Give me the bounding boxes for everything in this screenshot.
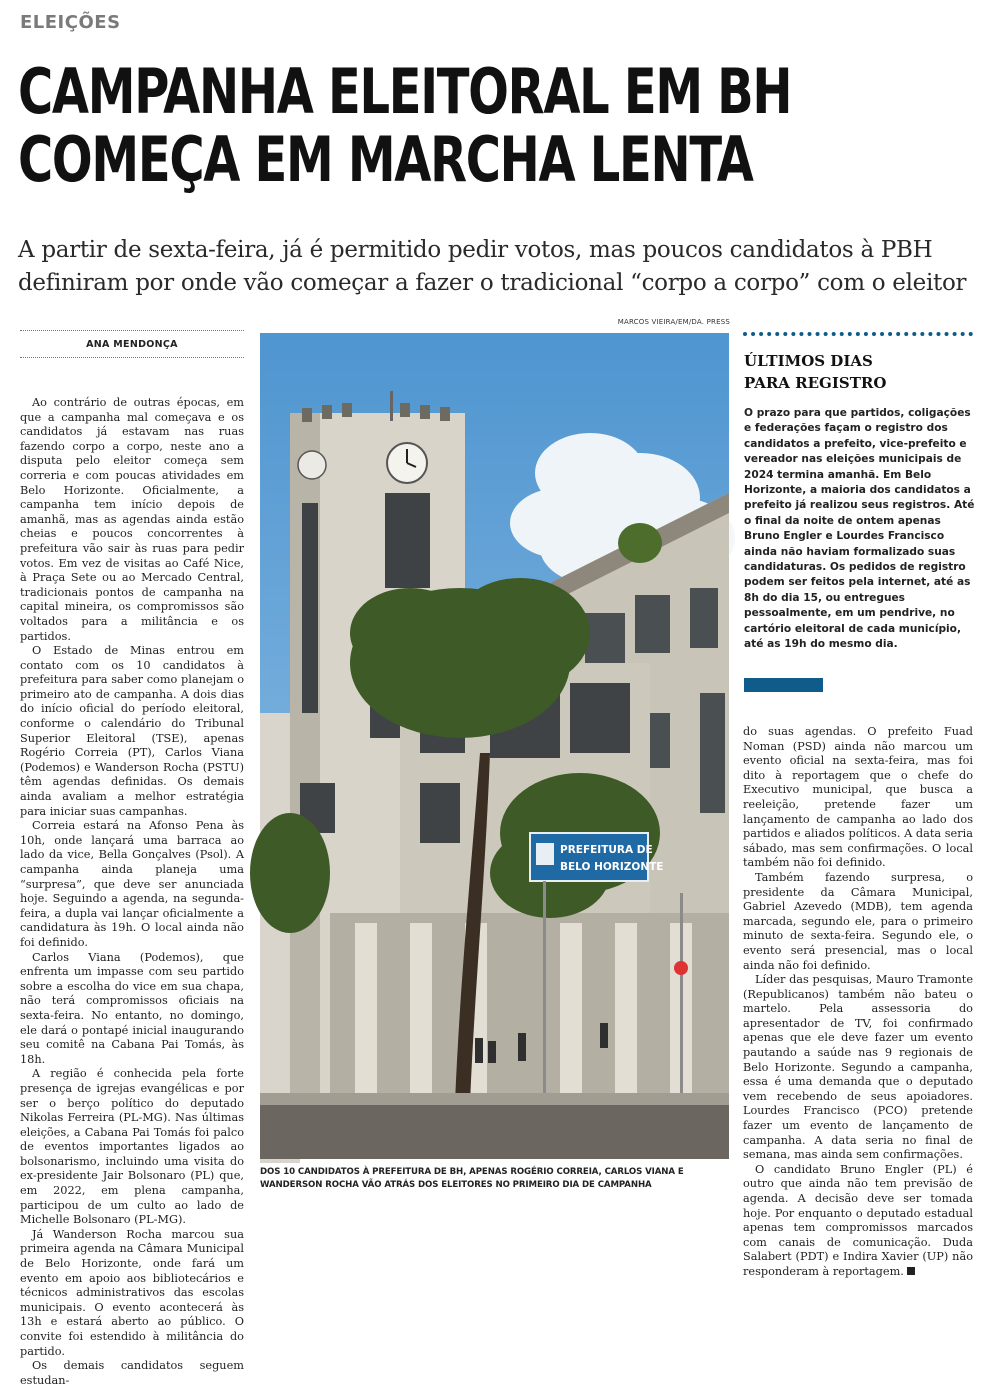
section-label: ELEIÇÕES: [20, 12, 121, 33]
paragraph: Ao contrário de outras épocas, em que a campanha mal começava e os candidatos já estavam nas ruas fazendo corpo a corpo, neste ano a disputa pelo eleitor começa sem correria e com poucas atividades em Belo Horizonte. Oficialmente, a campanha tem início depois de amanhã, mas as agendas ainda estão cheias e poucos concorrentes à prefeitura vão sair às ruas para pedir votos. Em vez de visitas ao Café Nice, à Praça Sete ou ao Mercado Central, tradicionais pontos de campanha na capital mineira, os compromissos são voltados para a militância e os partidos.: [20, 396, 244, 643]
sidebar-bottom-bar: [744, 678, 823, 692]
headline-line-1: CAMPANHA ELEITORAL EM BH: [18, 55, 792, 128]
photo-credit: MARCOS VIEIRA/EM/DA. PRESS: [617, 318, 730, 326]
byline: [20, 330, 244, 358]
photo-caption: DOS 10 CANDIDATOS À PREFEITURA DE BH, APENAS ROGÉRIO CORREIA, CARLOS VIANA E WANDERSON ROCHA VÃO ATRÁS DOS ELEITORES NO PRIMEIRO DIA DE CAMPANHA: [260, 1167, 684, 1190]
article-column-right: [743, 725, 973, 1280]
paragraph: Já Wanderson Rocha marcou sua primeira agenda na Câmara Municipal de Belo Horizonte, onde fará um evento em apoio aos bibliotecários e técnicos administrativos das escolas municipais. O evento acontecerá às 13h e estará aberto ao público. O convite foi estendido à militância do partido.: [20, 1227, 244, 1358]
paragraph: Carlos Viana (Podemos), que enfrenta um impasse com seu partido sobre a escolha do vice em sua chapa, não terá compromissos oficiais na sexta-feira. No entanto, no domingo, ele dará o pontapé inicial inaugurando seu comitê na Cabana Pai Tomás, às 18h.: [20, 950, 244, 1066]
paragraph: do suas agendas. O prefeito Fuad Noman (PSD) ainda não marcou um evento oficial na sexta-feira, mas foi dito à reportagem que o chefe do Executivo municipal, que busca a reeleição, pretende fazer um lançamento de campanha ao lado dos partidos e aliados políticos. A data seria sábado, mas sem confirmações. O local também não foi definido.: [743, 725, 973, 870]
city-hall-illustration: [260, 333, 729, 1159]
sidebar-top-rule: [743, 332, 973, 336]
paragraph: Líder das pesquisas, Mauro Tramonte (Republicanos) também não bateu o martelo. Pela assessoria do apresentador de TV, foi confirmado apenas que ele deve fazer um evento pautando a saúde nas 9 regionais de Belo Horizonte. Segundo a campanha, essa é uma demanda que o deputado vem recebendo de seus apoiadores. Lourdes Francisco (PCO) pretende fazer um evento de lançamento de campanha. A data seria no final de semana, mas ainda sem confirmações.: [743, 973, 973, 1162]
end-of-article-mark: [907, 1267, 915, 1275]
paragraph: A região é conhecida pela forte presença de igrejas evangélicas e por ser o berço político do deputado Nikolas Ferreira (PL-MG). Nas últimas eleições, a Cabana Pai Tomás foi palco de eventos importantes ligados ao bolsonarismo, incluindo uma visita do ex-presidente Jair Bolsonaro (PL) que, em 2022, em plena campanha, participou de um culto ao lado de Michelle Bolsonaro (PL-MG).: [20, 1067, 244, 1227]
sidebar-title: [744, 350, 974, 394]
paragraph-last: [743, 1163, 973, 1280]
article-column-left: [20, 396, 244, 1388]
sign-text-line-2: BELO HORIZONTE: [560, 861, 664, 873]
last-paragraph-text: O candidato Bruno Engler (PL) é outro que ainda não tem previsão de agenda. A decisão deve ser tomada hoje. Por enquanto o deputado estadual apenas tem compromissos marcados com canais de comunicação. Duda Salabert (PDT) e Indira Xavier (UP) não responderam à reportagem.: [743, 1162, 973, 1278]
sidebar-title-line-1: ÚLTIMOS DIAS: [744, 352, 873, 370]
sign-text-line-1: PREFEITURA DE: [560, 844, 653, 856]
sidebar-title-line-2: PARA REGISTRO: [744, 374, 887, 392]
paragraph: Os demais candidatos seguem estudan-: [20, 1359, 244, 1387]
news-photo: [260, 333, 729, 1159]
deck-subtitle: A partir de sexta-feira, já é permitido pedir votos, mas poucos candidatos à PBH definiram por onde vão começar a fazer o tradicional “corpo a corpo” com o eleitor: [18, 237, 967, 296]
headline: [18, 55, 835, 196]
sidebar-body: O prazo para que partidos, coligações e federações façam o registro dos candidatos a prefeito, vice-prefeito e vereador nas eleições municipais de 2024 termina amanhã. Em Belo Horizonte, a maioria dos candidatos a prefeito já realizou seus registros. Até o final da noite de ontem apenas Bruno Engler e Lourdes Francisco ainda não haviam formalizado suas candidaturas. Os pedidos de registro podem ser feitos pela internet, até as 8h do dia 15, ou entregues pessoalmente, em um pendrive, no cartório eleitoral de cada município, até as 19h do mesmo dia.: [744, 407, 975, 651]
paragraph: O Estado de Minas entrou em contato com os 10 candidatos à prefeitura para saber como planejam o primeiro ato de campanha. A dois dias do início oficial do período eleitoral, conforme o calendário do Tribunal Superior Eleitoral (TSE), apenas Rogério Correia (PT), Carlos Viana (Podemos) e Wanderson Rocha (PSTU) têm agendas definidas. Os demais ainda avaliam a melhor estratégia para iniciar suas campanhas.: [20, 644, 244, 818]
author-name: ANA MENDONÇA: [86, 339, 178, 350]
headline-line-2: COMEÇA EM MARCHA LENTA: [18, 123, 753, 196]
paragraph: Correia estará na Afonso Pena às 10h, onde lançará uma barraca ao lado da vice, Bella Gonçalves (Psol). A campanha ainda planeja uma “surpresa”, que deve ser anunciada hoje. Seguindo a agenda, na segunda-feira, a dupla vai lançar oficialmente a candidatura às 19h. O local ainda não foi definido.: [20, 819, 244, 949]
paragraph: Também fazendo surpresa, o presidente da Câmara Municipal, Gabriel Azevedo (MDB), tem agenda marcada, segundo ele, para o primeiro minuto de sexta-feira. Segundo ele, o evento será presencial, mas o local ainda não foi definido.: [743, 870, 973, 972]
